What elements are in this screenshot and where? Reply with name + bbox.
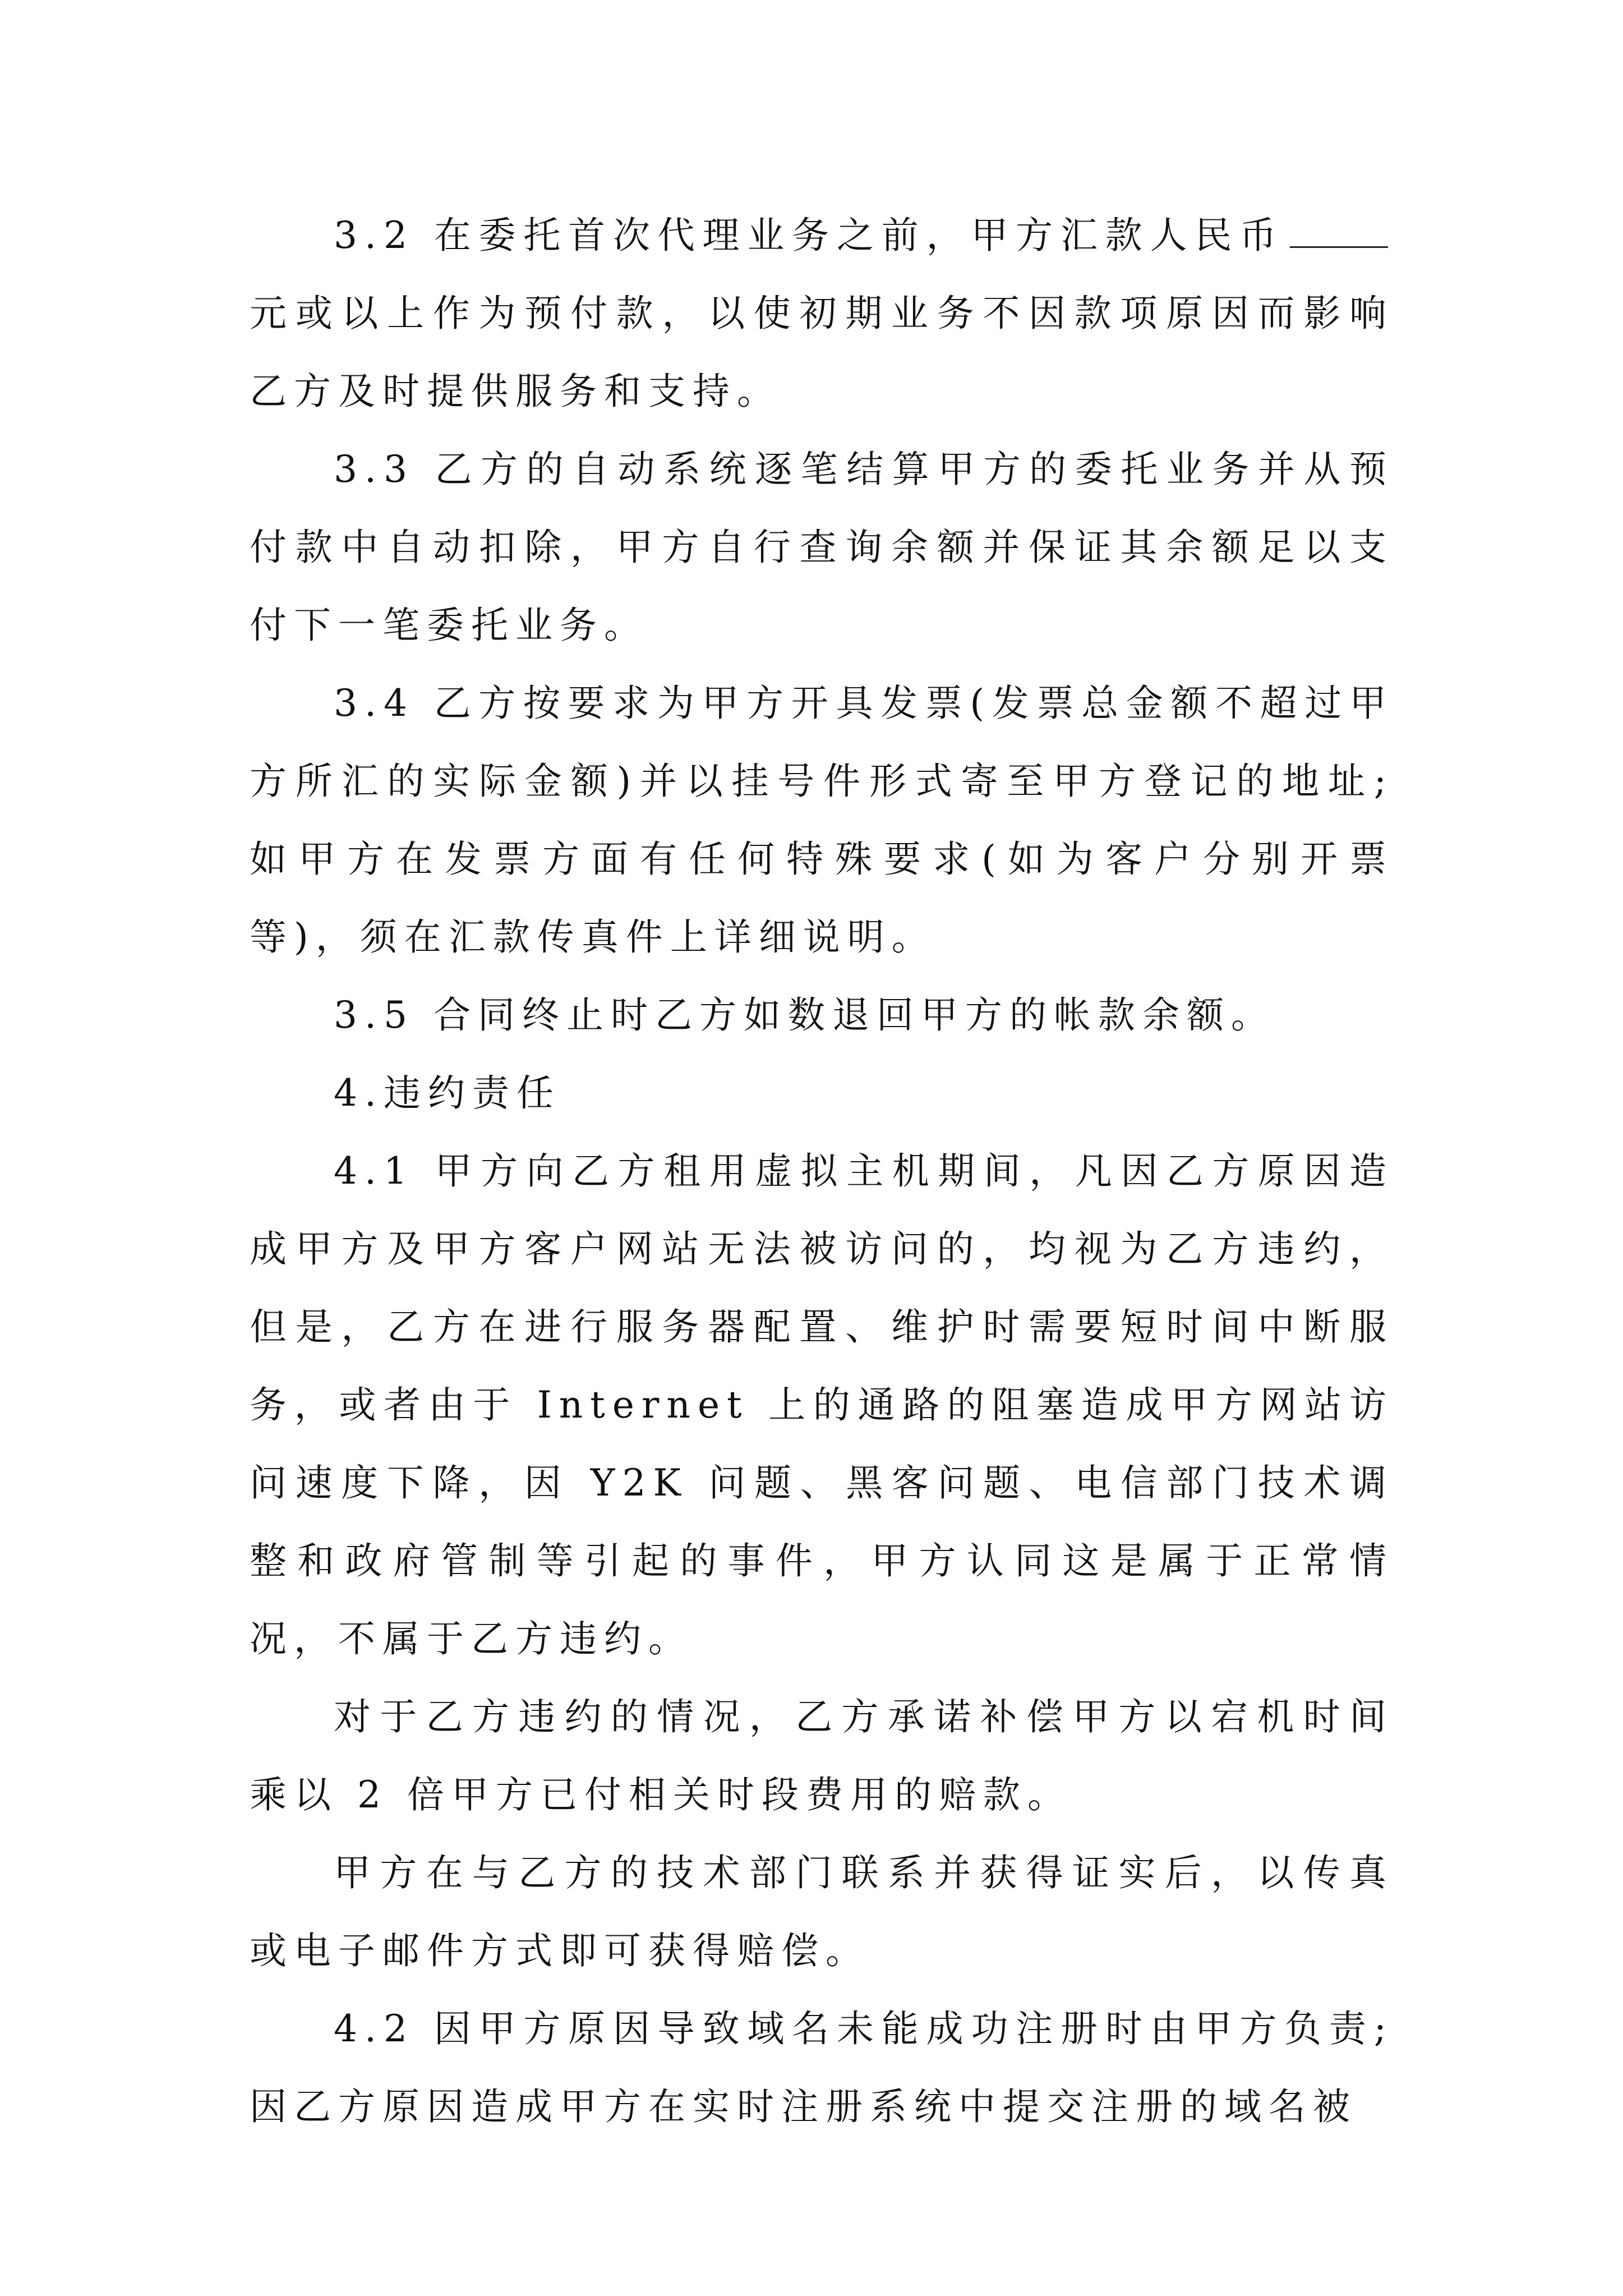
paragraph-3-2-text-before-blank: 3.2 在委托首次代理业务之前，甲方汇款人民币 [334, 214, 1284, 257]
paragraph-3-4: 3.4 乙方按要求为甲方开具发票(发票总金额不超过甲方所汇的实际金额)并以挂号件形式寄至甲方登记的地址;如甲方在发票方面有任何特殊要求(如为客户分别开票等)，须在汇款传真件上详细说明。 [250, 682, 1394, 959]
paragraph-3-2 [250, 196, 1394, 430]
paragraph-4-1-claim: 甲方在与乙方的技术部门联系并获得证实后，以传真或电子邮件方式即可获得赔偿。 [250, 1851, 1394, 1972]
paragraph-3-3: 3.3 乙方的自动系统逐笔结算甲方的委托业务并从预付款中自动扣除，甲方自行查询余额并保证其余额足以支付下一笔委托业务。 [250, 448, 1394, 647]
paragraph-3-5: 3.5 合同终止时乙方如数退回甲方的帐款余额。 [334, 993, 1275, 1037]
document-body [250, 196, 1394, 2146]
paragraph-3-2-text-after-blank: 元或以上作为预付款，以使初期业务不因款项原因而影响乙方及时提供服务和支持。 [250, 292, 1394, 413]
paragraph-4-1: 4.1 甲方向乙方租用虚拟主机期间，凡因乙方原因造成甲方及甲方客户网站无法被访问的，均视为乙方违约，但是，乙方在进行服务器配置、维护时需要短时间中断服务，或者由于 Internet 上的通路的阻塞造成甲方网站访问速度下降，因 Y2K 问题、黑客问题、电信部门技术调整和政府管制等引起的事件，甲方认同这是属于正常情况，不属于乙方违约。 [250, 1149, 1394, 1660]
section-heading-4: 4.违约责任 [334, 1071, 561, 1115]
paragraph-4-1-compensation: 对于乙方违约的情况，乙方承诺补偿甲方以宕机时间乘以 2 倍甲方已付相关时段费用的赔款。 [250, 1695, 1394, 1816]
paragraph-4-2: 4.2 因甲方原因导致域名未能成功注册时由甲方负责;因乙方原因造成甲方在实时注册系统中提交注册的域名被 [250, 2007, 1394, 2128]
amount-blank-line [1290, 246, 1388, 248]
